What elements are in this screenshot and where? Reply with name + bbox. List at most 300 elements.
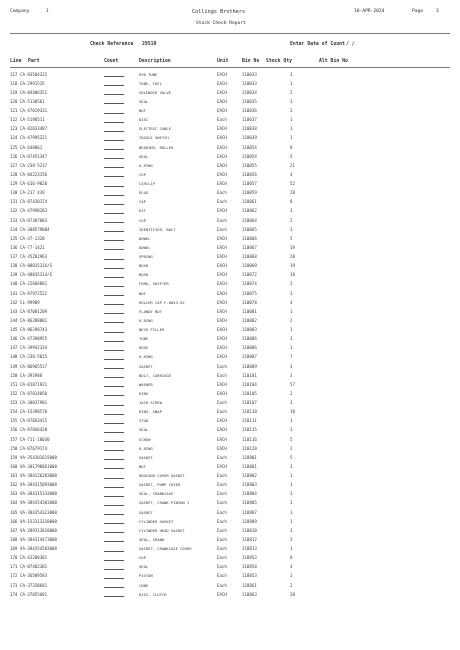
cell-line: 173 (10, 582, 18, 588)
table-row (0, 544, 460, 553)
count-entry-line[interactable] (104, 158, 124, 159)
cell-unit: Each (217, 527, 227, 533)
table-row (0, 343, 460, 352)
cell-desc: CUP (139, 555, 146, 561)
cell-line: 145 (10, 327, 18, 332)
count-entry-line[interactable] (104, 541, 124, 542)
cell-bin: 110069 (242, 263, 257, 269)
table-row (0, 216, 460, 225)
count-entry-line[interactable] (104, 359, 124, 360)
cell-qty: 1 (290, 345, 293, 351)
count-entry-line[interactable] (104, 450, 124, 451)
cell-part: VA-384354303000 (20, 500, 57, 506)
cell-part: CA-82033487 (20, 126, 48, 132)
cell-bin: 110036 (242, 108, 257, 113)
count-entry-line[interactable] (104, 505, 124, 506)
count-entry-line[interactable] (104, 195, 124, 196)
cell-qty: 19 (290, 263, 295, 269)
cell-qty: 5 (290, 454, 293, 460)
cell-part: VA-384315093000 (20, 482, 57, 488)
cell-qty: 2 (290, 281, 293, 287)
table-row (0, 425, 460, 434)
cell-unit: EACH (217, 317, 227, 323)
table-row (0, 133, 460, 142)
cell-qty: 8 (290, 144, 293, 150)
cell-desc: PLUG (139, 190, 149, 196)
count-entry-line[interactable] (104, 277, 124, 278)
count-entry-line[interactable] (104, 322, 124, 323)
cell-unit: EACH (217, 144, 227, 150)
table-row (0, 316, 460, 325)
cell-bin: 110059 (242, 190, 257, 196)
cell-unit: Each (217, 546, 227, 551)
cell-part: CA-39942334 (20, 345, 48, 351)
cell-qty: 8 (290, 555, 293, 561)
cell-unit: EACH (217, 381, 227, 387)
cell-unit: EACH (217, 299, 227, 305)
cell-qty: 1 (290, 473, 293, 478)
table-row (0, 389, 460, 398)
cell-bin: 110068 (242, 254, 257, 259)
cell-unit: Each (217, 372, 227, 378)
col-alt-bin: Alt Bin No (319, 59, 348, 64)
table-row (0, 234, 460, 243)
cell-bin: 110061 (242, 199, 257, 205)
cell-part: CA-87451347 (20, 153, 48, 159)
cell-qty: 1 (290, 463, 293, 469)
cell-desc: RING (139, 390, 149, 396)
table-row (0, 197, 460, 206)
cell-unit: Each (217, 217, 227, 223)
cell-line: 162 (10, 482, 18, 488)
count-date-label: Enter Date of Count (290, 42, 345, 47)
cell-part: CA-37055681 (20, 591, 48, 597)
cell-desc: CUP (139, 217, 146, 223)
count-entry-line[interactable] (104, 578, 124, 579)
cell-qty: 1 (290, 418, 293, 424)
cell-part: VA-153313310000 (20, 518, 57, 524)
count-entry-line[interactable] (104, 478, 124, 479)
table-row (0, 398, 460, 407)
cell-part: CA-43200381 (20, 555, 48, 561)
cell-desc: SEAL, CRANKCASE (139, 491, 174, 497)
table-row (0, 590, 460, 599)
cell-bin: 118801 (242, 463, 257, 469)
cell-part: CA-86288801 (20, 317, 48, 323)
header-separator (10, 33, 450, 34)
cell-desc: HOSE (139, 345, 149, 351)
cell-unit: Each (217, 454, 227, 460)
cell-line: 130 (10, 190, 18, 196)
cell-bin: 110089 (242, 363, 257, 369)
count-entry-line[interactable] (104, 122, 124, 123)
table-row (0, 535, 460, 544)
cell-part: CA-22684881 (20, 281, 48, 287)
cell-bin: 110116 (242, 436, 257, 442)
cell-part: CA-47019331 (20, 108, 48, 113)
count-entry-line[interactable] (104, 268, 124, 269)
cell-qty: 5 (290, 235, 293, 241)
cell-part: VA-354301615000 (20, 454, 57, 460)
cell-part: CA-81871921 (20, 381, 48, 387)
cell-part: CA-87081209 (20, 308, 48, 314)
count-entry-line[interactable] (104, 131, 124, 132)
cell-qty: 1 (290, 208, 293, 214)
cell-bin: 118810 (242, 527, 257, 533)
cell-qty: 4 (290, 564, 293, 570)
column-separator (10, 67, 450, 68)
cell-unit: EACH (217, 135, 227, 141)
cell-qty: 1 (290, 226, 293, 232)
table-row (0, 380, 460, 389)
cell-bin: 110064 (242, 217, 257, 223)
cell-line: 125 (10, 144, 18, 150)
cell-bin: 110037 (242, 117, 257, 123)
cell-qty: 4 (290, 299, 293, 305)
cell-desc: SEAL (139, 427, 149, 433)
count-entry-line[interactable] (104, 222, 124, 223)
cell-qty: 2 (290, 89, 293, 95)
cell-unit: EACH (217, 345, 227, 351)
cell-line: 166 (10, 518, 18, 524)
cell-bin: 118853 (242, 573, 257, 579)
count-entry-line[interactable] (104, 514, 124, 515)
cell-bin: 110054 (242, 153, 257, 159)
cell-bin: 110038 (242, 126, 257, 132)
cell-line: 143 (10, 308, 18, 314)
cell-part: CA-37338681 (20, 582, 48, 588)
cell-part: CA-87402381 (20, 564, 48, 570)
table-row (0, 325, 460, 334)
table-row (0, 462, 460, 471)
table-row (0, 352, 460, 361)
cell-qty: 2 (290, 108, 293, 113)
cell-desc: GASKET (139, 363, 153, 369)
cell-bin: 110086 (242, 336, 257, 342)
cell-part: CA-86965517 (20, 363, 48, 369)
count-entry-line[interactable] (104, 249, 124, 250)
cell-desc: NUT (139, 290, 146, 296)
cell-unit: EACH (217, 418, 227, 424)
cell-line: 141 (10, 290, 18, 296)
cell-bin: 118807 (242, 509, 257, 515)
table-row (0, 562, 460, 571)
cell-desc: ROLLER CAP F-8043-92 (139, 299, 185, 305)
table-row (0, 261, 460, 270)
cell-unit: Each (217, 518, 227, 524)
cell-unit: Each (217, 491, 227, 497)
count-entry-line[interactable] (104, 213, 124, 214)
cell-desc: IDENTIFIER, BOLT (139, 226, 176, 232)
count-entry-line[interactable] (104, 395, 124, 396)
count-entry-line[interactable] (104, 304, 124, 305)
table-row (0, 581, 460, 590)
count-entry-line[interactable] (104, 468, 124, 469)
cell-bin: 110033 (242, 71, 257, 77)
cell-unit: Each (217, 409, 227, 415)
count-entry-line[interactable] (104, 377, 124, 378)
cell-line: 117 (10, 71, 18, 77)
cell-desc: TUBE (139, 336, 149, 342)
check-reference-value: 29510 (142, 42, 157, 47)
count-entry-line[interactable] (104, 587, 124, 588)
cell-qty: 1 (290, 491, 293, 497)
cell-desc: SEAL (139, 98, 149, 104)
count-entry-line[interactable] (104, 332, 124, 333)
cell-unit: Each (217, 117, 227, 123)
count-entry-line[interactable] (104, 76, 124, 77)
cell-unit: EACH (217, 390, 227, 396)
cell-bin: 110057 (242, 181, 257, 186)
cell-bin: 118858 (242, 564, 257, 570)
count-entry-line[interactable] (104, 204, 124, 205)
cell-desc: FLANGE NUT (139, 308, 162, 314)
cell-desc: NUT (139, 108, 146, 113)
cell-line: 138 (10, 263, 18, 269)
cell-bin: 118803 (242, 482, 257, 488)
count-entry-line[interactable] (104, 149, 124, 150)
cell-line: 172 (10, 573, 18, 579)
cell-qty: 2 (290, 317, 293, 323)
cell-desc: GASKET, CRANK PINION J (139, 500, 190, 506)
count-entry-line[interactable] (104, 231, 124, 232)
cell-part: CA-83504322 (20, 71, 48, 77)
cell-line: 122 (10, 117, 18, 123)
cell-line: 160 (10, 463, 18, 469)
table-row (0, 70, 460, 79)
count-entry-line[interactable] (104, 386, 124, 387)
cell-line: 157 (10, 436, 18, 442)
cell-desc: O-RING (139, 162, 153, 168)
table-row (0, 252, 460, 261)
table-row (0, 371, 460, 380)
table-row (0, 334, 460, 343)
count-entry-line[interactable] (104, 341, 124, 342)
table-row (0, 206, 460, 215)
cell-desc: TOGGLE SWITCH (139, 135, 169, 141)
cell-part: CA-87663415 (20, 418, 48, 424)
cell-unit: EACH (217, 327, 227, 332)
count-entry-line[interactable] (104, 103, 124, 104)
count-entry-line[interactable] (104, 286, 124, 287)
table-row (0, 553, 460, 562)
cell-bin: 110074 (242, 281, 257, 287)
cell-qty: 7 (290, 354, 293, 360)
cell-line: 148 (10, 354, 18, 360)
cell-line: 119 (10, 89, 18, 95)
count-entry-line[interactable] (104, 313, 124, 314)
count-entry-line[interactable] (104, 113, 124, 114)
count-entry-line[interactable] (104, 560, 124, 561)
count-entry-line[interactable] (104, 350, 124, 351)
cell-bin: 110110 (242, 409, 257, 415)
cell-part: CL-99909 (20, 299, 40, 305)
table-row (0, 152, 460, 161)
cell-line: 120 (10, 98, 18, 104)
cell-line: 167 (10, 527, 18, 533)
cell-bin: 110115 (242, 427, 257, 433)
count-entry-line[interactable] (104, 405, 124, 406)
cell-part: VA-289313810000 (20, 527, 57, 533)
count-entry-line[interactable] (104, 414, 124, 415)
cell-bin: 110107 (242, 400, 257, 405)
cell-desc: CYLINDER GASKET (139, 518, 174, 524)
cell-unit: EACH (217, 71, 227, 77)
cell-line: 158 (10, 445, 18, 451)
cell-line: 136 (10, 244, 18, 250)
stock-table (0, 70, 460, 599)
count-entry-line[interactable] (104, 487, 124, 488)
col-line: Line (10, 59, 22, 64)
table-row (0, 298, 460, 307)
count-entry-line[interactable] (104, 423, 124, 424)
cell-unit: EACH (217, 427, 227, 433)
table-row (0, 88, 460, 97)
cell-qty: 1 (290, 500, 293, 506)
table-row (0, 279, 460, 288)
table-row (0, 471, 460, 480)
cell-line: 170 (10, 555, 18, 561)
count-entry-line[interactable] (104, 140, 124, 141)
cell-part: CA-77-1421 (20, 244, 45, 250)
cell-part: VA-384314473000 (20, 536, 57, 542)
cell-unit: EACH (217, 171, 227, 177)
cell-bin: 110101 (242, 372, 257, 378)
cell-bin: 110067 (242, 244, 257, 250)
cell-unit: Each (217, 582, 227, 588)
cell-qty: 2 (290, 582, 293, 588)
table-row (0, 498, 460, 507)
cell-qty: 1 (290, 98, 293, 104)
count-entry-line[interactable] (104, 85, 124, 86)
count-entry-line[interactable] (104, 176, 124, 177)
cell-part: CA-5130561 (20, 98, 45, 104)
cell-part: CA-5198511 (20, 117, 45, 123)
cell-part: VA-384126283000 (20, 473, 57, 478)
cell-desc: DOWEL (139, 244, 151, 250)
cell-desc: GASKET, PUMP COVER (139, 482, 181, 488)
cell-desc: BEARING, ROLLER (139, 144, 174, 150)
cell-bin: 118861 (242, 582, 257, 588)
cell-part: CA-711-10030 (20, 436, 50, 442)
cell-desc: JACK SCREW (139, 400, 162, 405)
cell-qty: 1 (290, 71, 293, 77)
cell-part: CA-87972522 (20, 290, 48, 296)
count-entry-line[interactable] (104, 295, 124, 296)
count-entry-line[interactable] (104, 94, 124, 95)
cell-line: 153 (10, 400, 18, 405)
cell-part: CA-87679174 (20, 445, 48, 451)
cell-unit: Each (217, 473, 227, 478)
cell-line: 142 (10, 299, 18, 305)
cell-part: CA-217 439 (20, 190, 45, 196)
cell-desc: SCREW (139, 436, 151, 442)
count-entry-line[interactable] (104, 186, 124, 187)
cell-unit: Each (217, 400, 227, 405)
count-entry-line[interactable] (104, 532, 124, 533)
check-reference-label: Check Reference (90, 42, 134, 47)
cell-unit: EACH (217, 89, 227, 95)
table-row (0, 435, 460, 444)
cell-part: CA-15398578 (20, 409, 48, 415)
table-row (0, 79, 460, 88)
cell-part: CA-238-5237 (20, 162, 48, 168)
cell-bin: 110105 (242, 390, 257, 396)
col-count: Count (104, 59, 119, 64)
cell-qty: 57 (290, 381, 295, 387)
cell-part: CA-87387883 (20, 217, 48, 223)
count-entry-line[interactable] (104, 496, 124, 497)
cell-line: 140 (10, 281, 18, 287)
cell-unit: Each (217, 363, 227, 369)
cell-part: VA-301790861000 (20, 463, 57, 469)
cell-desc: STUD (139, 418, 149, 424)
cell-part: CA-37-1320 (20, 235, 45, 241)
cell-desc: BOLT, CARRIAGE (139, 372, 172, 378)
cell-part: CA-308579084 (20, 226, 50, 232)
count-entry-line[interactable] (104, 523, 124, 524)
table-row (0, 270, 460, 279)
cell-desc: DOWEL (139, 235, 151, 241)
cell-bin: 110065 (242, 226, 257, 232)
cell-part: CA-30037981 (20, 400, 48, 405)
cell-bin: 110081 (242, 308, 257, 314)
cell-desc: TUBE, FUEL (139, 80, 162, 86)
count-entry-line[interactable] (104, 569, 124, 570)
count-entry-line[interactable] (104, 368, 124, 369)
count-entry-line[interactable] (104, 259, 124, 260)
count-entry-line[interactable] (104, 551, 124, 552)
table-row (0, 407, 460, 416)
count-entry-line[interactable] (104, 432, 124, 433)
count-entry-line[interactable] (104, 459, 124, 460)
cell-unit: Each (217, 555, 227, 561)
cell-qty: 3 (290, 363, 293, 369)
cell-qty: 1 (290, 427, 293, 433)
table-row (0, 444, 460, 453)
cell-line: 156 (10, 427, 18, 433)
cell-qty: 3 (290, 372, 293, 378)
cell-line: 168 (10, 536, 18, 542)
page-number: 3 (436, 9, 439, 14)
cell-bin: 110054 (242, 144, 257, 150)
cell-desc: SEAL (139, 153, 149, 159)
count-entry-line[interactable] (104, 441, 124, 442)
cell-line: 123 (10, 126, 18, 132)
cell-desc: GASKET (139, 454, 153, 460)
cell-bin: 118805 (242, 500, 257, 506)
cell-line: 129 (10, 181, 18, 186)
cell-desc: O-RING (139, 317, 153, 323)
cell-bin: 110072 (242, 272, 257, 278)
cell-bin: 110056 (242, 171, 257, 177)
count-entry-line[interactable] (104, 240, 124, 241)
col-bin-no: Bin No (242, 59, 260, 64)
cell-unit: Each (217, 226, 227, 232)
cell-desc: ELECTRIC CABLE (139, 126, 172, 132)
count-entry-line[interactable] (104, 596, 124, 597)
cell-desc: NUT (139, 463, 146, 469)
cell-unit: EACH (217, 126, 227, 132)
cell-line: 126 (10, 153, 18, 159)
count-entry-line[interactable] (104, 167, 124, 168)
cell-line: 144 (10, 317, 18, 323)
cell-qty: 21 (290, 162, 295, 168)
cell-qty: 2 (290, 217, 293, 223)
cell-part: CA-87430174 (20, 199, 48, 205)
cell-bin: 110055 (242, 162, 257, 168)
cell-line: 132 (10, 208, 18, 214)
